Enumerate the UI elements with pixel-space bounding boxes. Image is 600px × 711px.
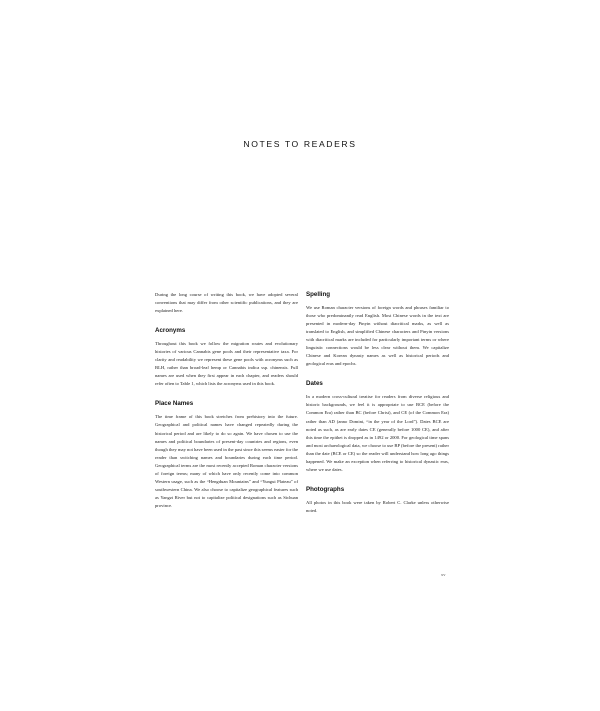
left-column [155, 291, 298, 510]
section-heading-acronyms: Acronyms [155, 327, 186, 335]
right-column [306, 291, 449, 515]
section-body-photographs: All photos in this book were taken by Robert C. Clarke unless otherwise noted. [306, 499, 449, 513]
page-title: NOTES TO READERS [243, 139, 357, 149]
page-number: xv [441, 572, 446, 577]
section-body-place-names: The time frame of this book stretches from prehistory into the future. Geographical and political names have changed repeatedly during the historical period and are likely to do so again. We have chosen to use the names and political boundaries of present-day countries and regions, even though they may not have been used in the past since this seems easier for the reader than switching names and boundaries during each time period. Geographical terms are the most recently accepted Roman character versions of foreign terms; many of which have only recently come into common Western usage, such as the “Hengduan Mountains” and “Yungui Plateau” of southwestern China. We also choose to capitalize geographical features such as Yangzi River but not to capitalize political designations such as Sichuan province. [155, 414, 299, 508]
section-heading-spelling: Spelling [306, 291, 331, 298]
section-heading-photographs: Photographs [306, 485, 345, 493]
intro-paragraph: During the long course of writing this book, we have adopted several conventions that may differ from other scientific publications, and they are explained here. [155, 292, 298, 314]
section-body-acronyms: Throughout this book we follow the migration routes and evolutionary histories of various Cannabis gene pools and their representative taxa. For clarity and readability we represent these gene pools with acronyms such as BLH, rather than broad-leaf hemp or Cannabis indica ssp. chinensis. Full names are used when they first appear in each chapter, and readers should refer often to Table 1, which lists the acronyms used in this book. [155, 341, 298, 387]
section-heading-place-names: Place Names [155, 400, 194, 408]
section-body-dates: In a modern cross-cultural treatise for readers from diverse religious and historic backgrounds, we feel it is appropriate to use BCE (before the Common Era) rather than BC (before Christ), and CE (of the Common Era) rather than AD (anno Domini, “in the year of the Lord”). Dates BCE are noted as such, as are early dates CE (generally before 1000 CE), and after this time the epithet is dropped as in 1492 or 2000. For geological time spans and most archaeological data, we choose to use BP (before the present) rather than the date (BCE or CE) so the reader will understand how long ago things happened. We make an exception when referring to historical dynastic eras, where we use dates. [306, 394, 449, 472]
section-heading-dates: Dates [306, 380, 323, 388]
section-body-spelling: We use Roman character versions of foreign words and phrases familiar to those who predominantly read English. Most Chinese words in the text are presented in modern-day Pinyin without diacritical marks, as well as translated to English, and simplified Chinese characters and Pinyin versions with diacritical marks are included for particularly important terms or where linguistic connections would be less clear without them. We capitalize Chinese and Korean dynasty names as well as historical periods and geological eras and epochs. [306, 305, 449, 367]
